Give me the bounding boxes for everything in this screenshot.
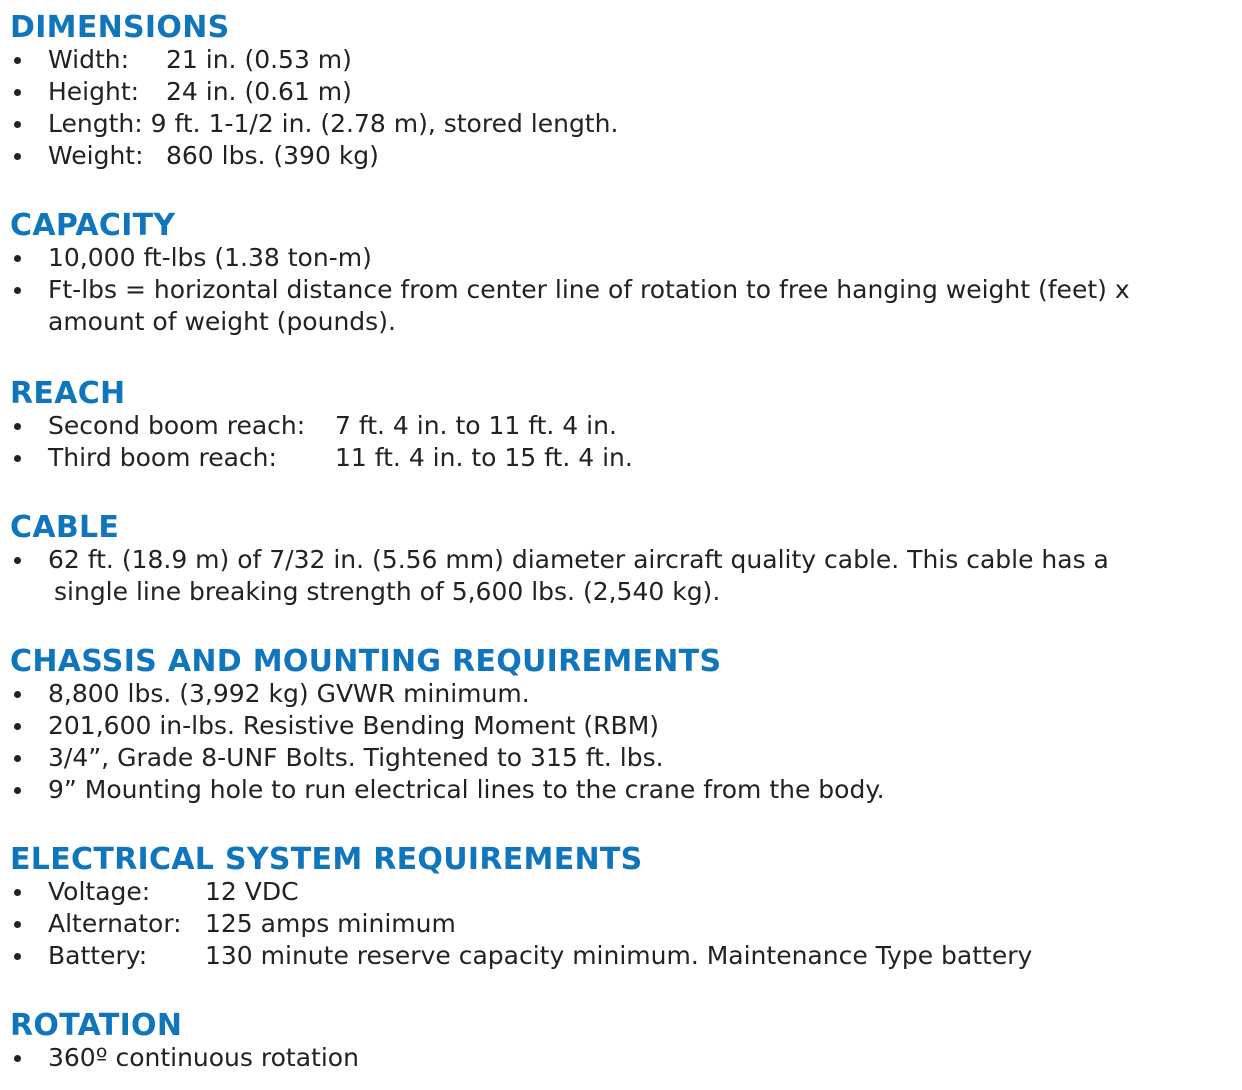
bullet-icon [14,287,21,294]
chassis-heading: CHASSIS AND MOUNTING REQUIREMENTS [10,644,722,679]
item-label: Alternator: [48,909,182,938]
list-item [10,140,1230,172]
bullet-icon [14,57,21,64]
item-value: 9 ft. 1-1/2 in. (2.78 m), stored length. [150,109,619,138]
item-label: Weight: [48,141,144,170]
item-text: 3/4”, Grade 8-UNF Bolts. Tightened to 315 ft. lbs. [48,743,664,772]
item-value: 860 lbs. (390 kg) [166,141,379,170]
item-text-line1: 62 ft. (18.9 m) of 7/32 in. (5.56 mm) diameter aircraft quality cable. This cable has a [48,545,1109,574]
bullet-icon [14,755,21,762]
list-item [10,908,1230,940]
item-text: 8,800 lbs. (3,992 kg) GVWR minimum. [48,679,530,708]
bullet-icon [14,255,21,262]
bullet-icon [14,1055,21,1062]
bullet-icon [14,89,21,96]
reach-list [10,410,1230,474]
item-value: 7 ft. 4 in. to 11 ft. 4 in. [335,411,617,440]
item-text: 10,000 ft-lbs (1.38 ton-m) [48,243,372,272]
item-text: 201,600 in-lbs. Resistive Bending Moment (RBM) [48,711,660,740]
list-item [10,1042,1230,1074]
bullet-icon [14,889,21,896]
capacity-list [10,242,1230,338]
chassis-section [10,646,1230,806]
chassis-list [10,678,1230,806]
bullet-icon [14,691,21,698]
cable-list [10,544,1230,608]
bullet-icon [14,787,21,794]
item-label: Battery: [48,941,148,970]
dimensions-heading: DIMENSIONS [10,10,230,45]
item-text-line2: single line breaking strength of 5,600 lbs. (2,540 kg). [54,577,721,606]
item-value: 130 minute reserve capacity minimum. Maintenance Type battery [205,941,1033,970]
item-value: 11 ft. 4 in. to 15 ft. 4 in. [335,443,633,472]
capacity-heading: CAPACITY [10,208,176,243]
cable-heading: CABLE [10,510,120,545]
electrical-section [10,844,1230,972]
item-value: 125 amps minimum [205,909,456,938]
list-item [10,876,1230,908]
list-item [10,742,1230,774]
dimensions-list [10,44,1230,172]
item-text: 9” Mounting hole to run electrical lines to the crane from the body. [48,775,885,804]
list-item [10,442,1230,474]
item-label: Width: [48,45,130,74]
list-item [10,544,1230,608]
electrical-heading: ELECTRICAL SYSTEM REQUIREMENTS [10,842,643,877]
item-label: Length: [48,109,143,138]
item-text: Ft-lbs = horizontal distance from center line of rotation to free hanging weight (feet) x amount of weight (pounds). [48,275,1130,336]
item-text: 360º continuous rotation [48,1043,359,1072]
reach-heading: REACH [10,376,126,411]
item-value: 21 in. (0.53 m) [166,45,352,74]
list-item [10,274,1213,338]
electrical-list [10,876,1230,972]
rotation-section [10,1010,1230,1074]
item-value: 12 VDC [205,877,299,906]
bullet-icon [14,153,21,160]
rotation-list [10,1042,1230,1074]
list-item [10,940,1230,972]
list-item [10,242,1230,274]
list-item [10,108,1230,140]
bullet-icon [14,723,21,730]
list-item [10,44,1230,76]
bullet-icon [14,423,21,430]
dimensions-section [10,12,1230,172]
item-value: 24 in. (0.61 m) [166,77,352,106]
item-label: Height: [48,77,140,106]
item-label: Voltage: [48,877,151,906]
rotation-heading: ROTATION [10,1008,183,1043]
item-label: Second boom reach: [48,411,306,440]
cable-section [10,512,1230,608]
capacity-section [10,210,1230,338]
item-label: Third boom reach: [48,443,277,472]
bullet-icon [14,921,21,928]
list-item [10,678,1230,710]
list-item [10,76,1230,108]
bullet-icon [14,455,21,462]
reach-section [10,378,1230,474]
bullet-icon [14,953,21,960]
list-item [10,410,1230,442]
list-item [10,710,1230,742]
bullet-icon [14,557,21,564]
bullet-icon [14,121,21,128]
list-item [10,774,1230,806]
